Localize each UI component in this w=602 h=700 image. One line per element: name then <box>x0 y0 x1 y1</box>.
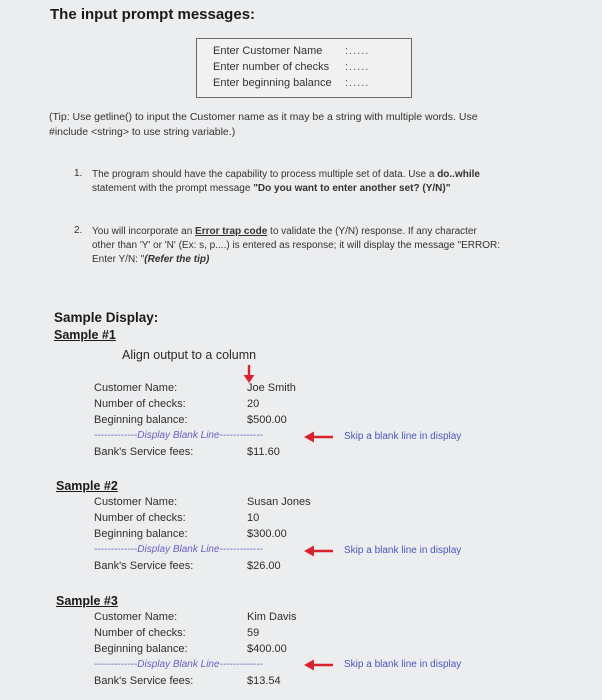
item-text: other than 'Y' or 'N' (Ex: s, p....) is entered as response; it will display the message "ERROR: <box>92 240 501 251</box>
value-beginning-balance: $300.00 <box>247 528 287 540</box>
blank-line-marker: -------------Display Blank Line------------- <box>94 430 263 441</box>
skip-note: Skip a blank line in display <box>344 659 462 670</box>
tip-text <box>49 110 569 140</box>
sample-title: Sample #2 <box>56 479 118 493</box>
label-beginning-balance: Beginning balance: <box>94 414 188 426</box>
label-number-of-checks: Number of checks: <box>94 627 186 639</box>
left-arrow-icon <box>304 431 334 443</box>
prompt-label: Enter number of checks <box>213 61 330 73</box>
prompt-dots: :..... <box>345 45 370 57</box>
page-title: The input prompt messages: <box>50 6 256 23</box>
instruction-item-2 <box>92 225 572 267</box>
tip-line: #include <string> to use string variable.) <box>49 126 236 138</box>
skip-note: Skip a blank line in display <box>344 545 462 556</box>
label-number-of-checks: Number of checks: <box>94 398 186 410</box>
instruction-item-1 <box>92 168 572 196</box>
down-arrow-icon <box>243 364 255 384</box>
prompt-label: Enter beginning balance <box>213 77 332 89</box>
prompt-box <box>196 38 412 98</box>
value-number-of-checks: 59 <box>247 627 260 639</box>
value-beginning-balance: $400.00 <box>247 643 287 655</box>
blank-line-marker: -------------Display Blank Line------------- <box>94 544 263 555</box>
skip-note: Skip a blank line in display <box>344 431 462 442</box>
item-tip-ref: (Refer the tip) <box>144 254 210 265</box>
blank-line-marker: -------------Display Blank Line------------- <box>94 659 263 670</box>
align-note: Align output to a column <box>122 348 257 362</box>
prompt-dots: :..... <box>345 77 370 89</box>
left-arrow-icon <box>304 545 334 557</box>
label-service-fees: Bank's Service fees: <box>94 675 194 687</box>
value-number-of-checks: 10 <box>247 512 260 524</box>
item-prompt: "Do you want to enter another set? (Y/N)" <box>253 183 451 194</box>
label-customer-name: Customer Name: <box>94 611 178 623</box>
label-service-fees: Bank's Service fees: <box>94 560 194 572</box>
value-beginning-balance: $500.00 <box>247 414 287 426</box>
value-customer-name: Joe Smith <box>247 382 296 394</box>
item-text: statement with the prompt message <box>92 183 254 194</box>
item-number: 2. <box>74 225 83 236</box>
value-number-of-checks: 20 <box>247 398 260 410</box>
prompt-dots: :..... <box>345 61 370 73</box>
sample-title: Sample #3 <box>56 594 118 608</box>
prompt-label: Enter Customer Name <box>213 45 323 57</box>
item-keyword: Error trap code <box>195 226 268 237</box>
sample-display-heading: Sample Display: <box>54 310 159 325</box>
value-service-fees: $26.00 <box>247 560 281 572</box>
item-text: You will incorporate an <box>92 226 196 237</box>
label-number-of-checks: Number of checks: <box>94 512 186 524</box>
label-service-fees: Bank's Service fees: <box>94 446 194 458</box>
item-text: Enter Y/N: " <box>92 254 145 265</box>
item-number: 1. <box>74 168 83 179</box>
left-arrow-icon <box>304 659 334 671</box>
value-customer-name: Kim Davis <box>247 611 297 623</box>
label-customer-name: Customer Name: <box>94 496 178 508</box>
label-customer-name: Customer Name: <box>94 382 178 394</box>
item-keyword: do..while <box>437 169 480 180</box>
item-text: to validate the (Y/N) response. If any character <box>267 226 477 237</box>
value-service-fees: $13.54 <box>247 675 281 687</box>
label-beginning-balance: Beginning balance: <box>94 643 188 655</box>
item-text: The program should have the capability to process multiple set of data. Use a <box>92 169 438 180</box>
sample-title: Sample #1 <box>54 328 116 342</box>
tip-line: (Tip: Use getline() to input the Customer name as it may be a string with multiple words. Use <box>49 111 478 123</box>
value-service-fees: $11.60 <box>247 446 280 458</box>
label-beginning-balance: Beginning balance: <box>94 528 188 540</box>
value-customer-name: Susan Jones <box>247 496 311 508</box>
